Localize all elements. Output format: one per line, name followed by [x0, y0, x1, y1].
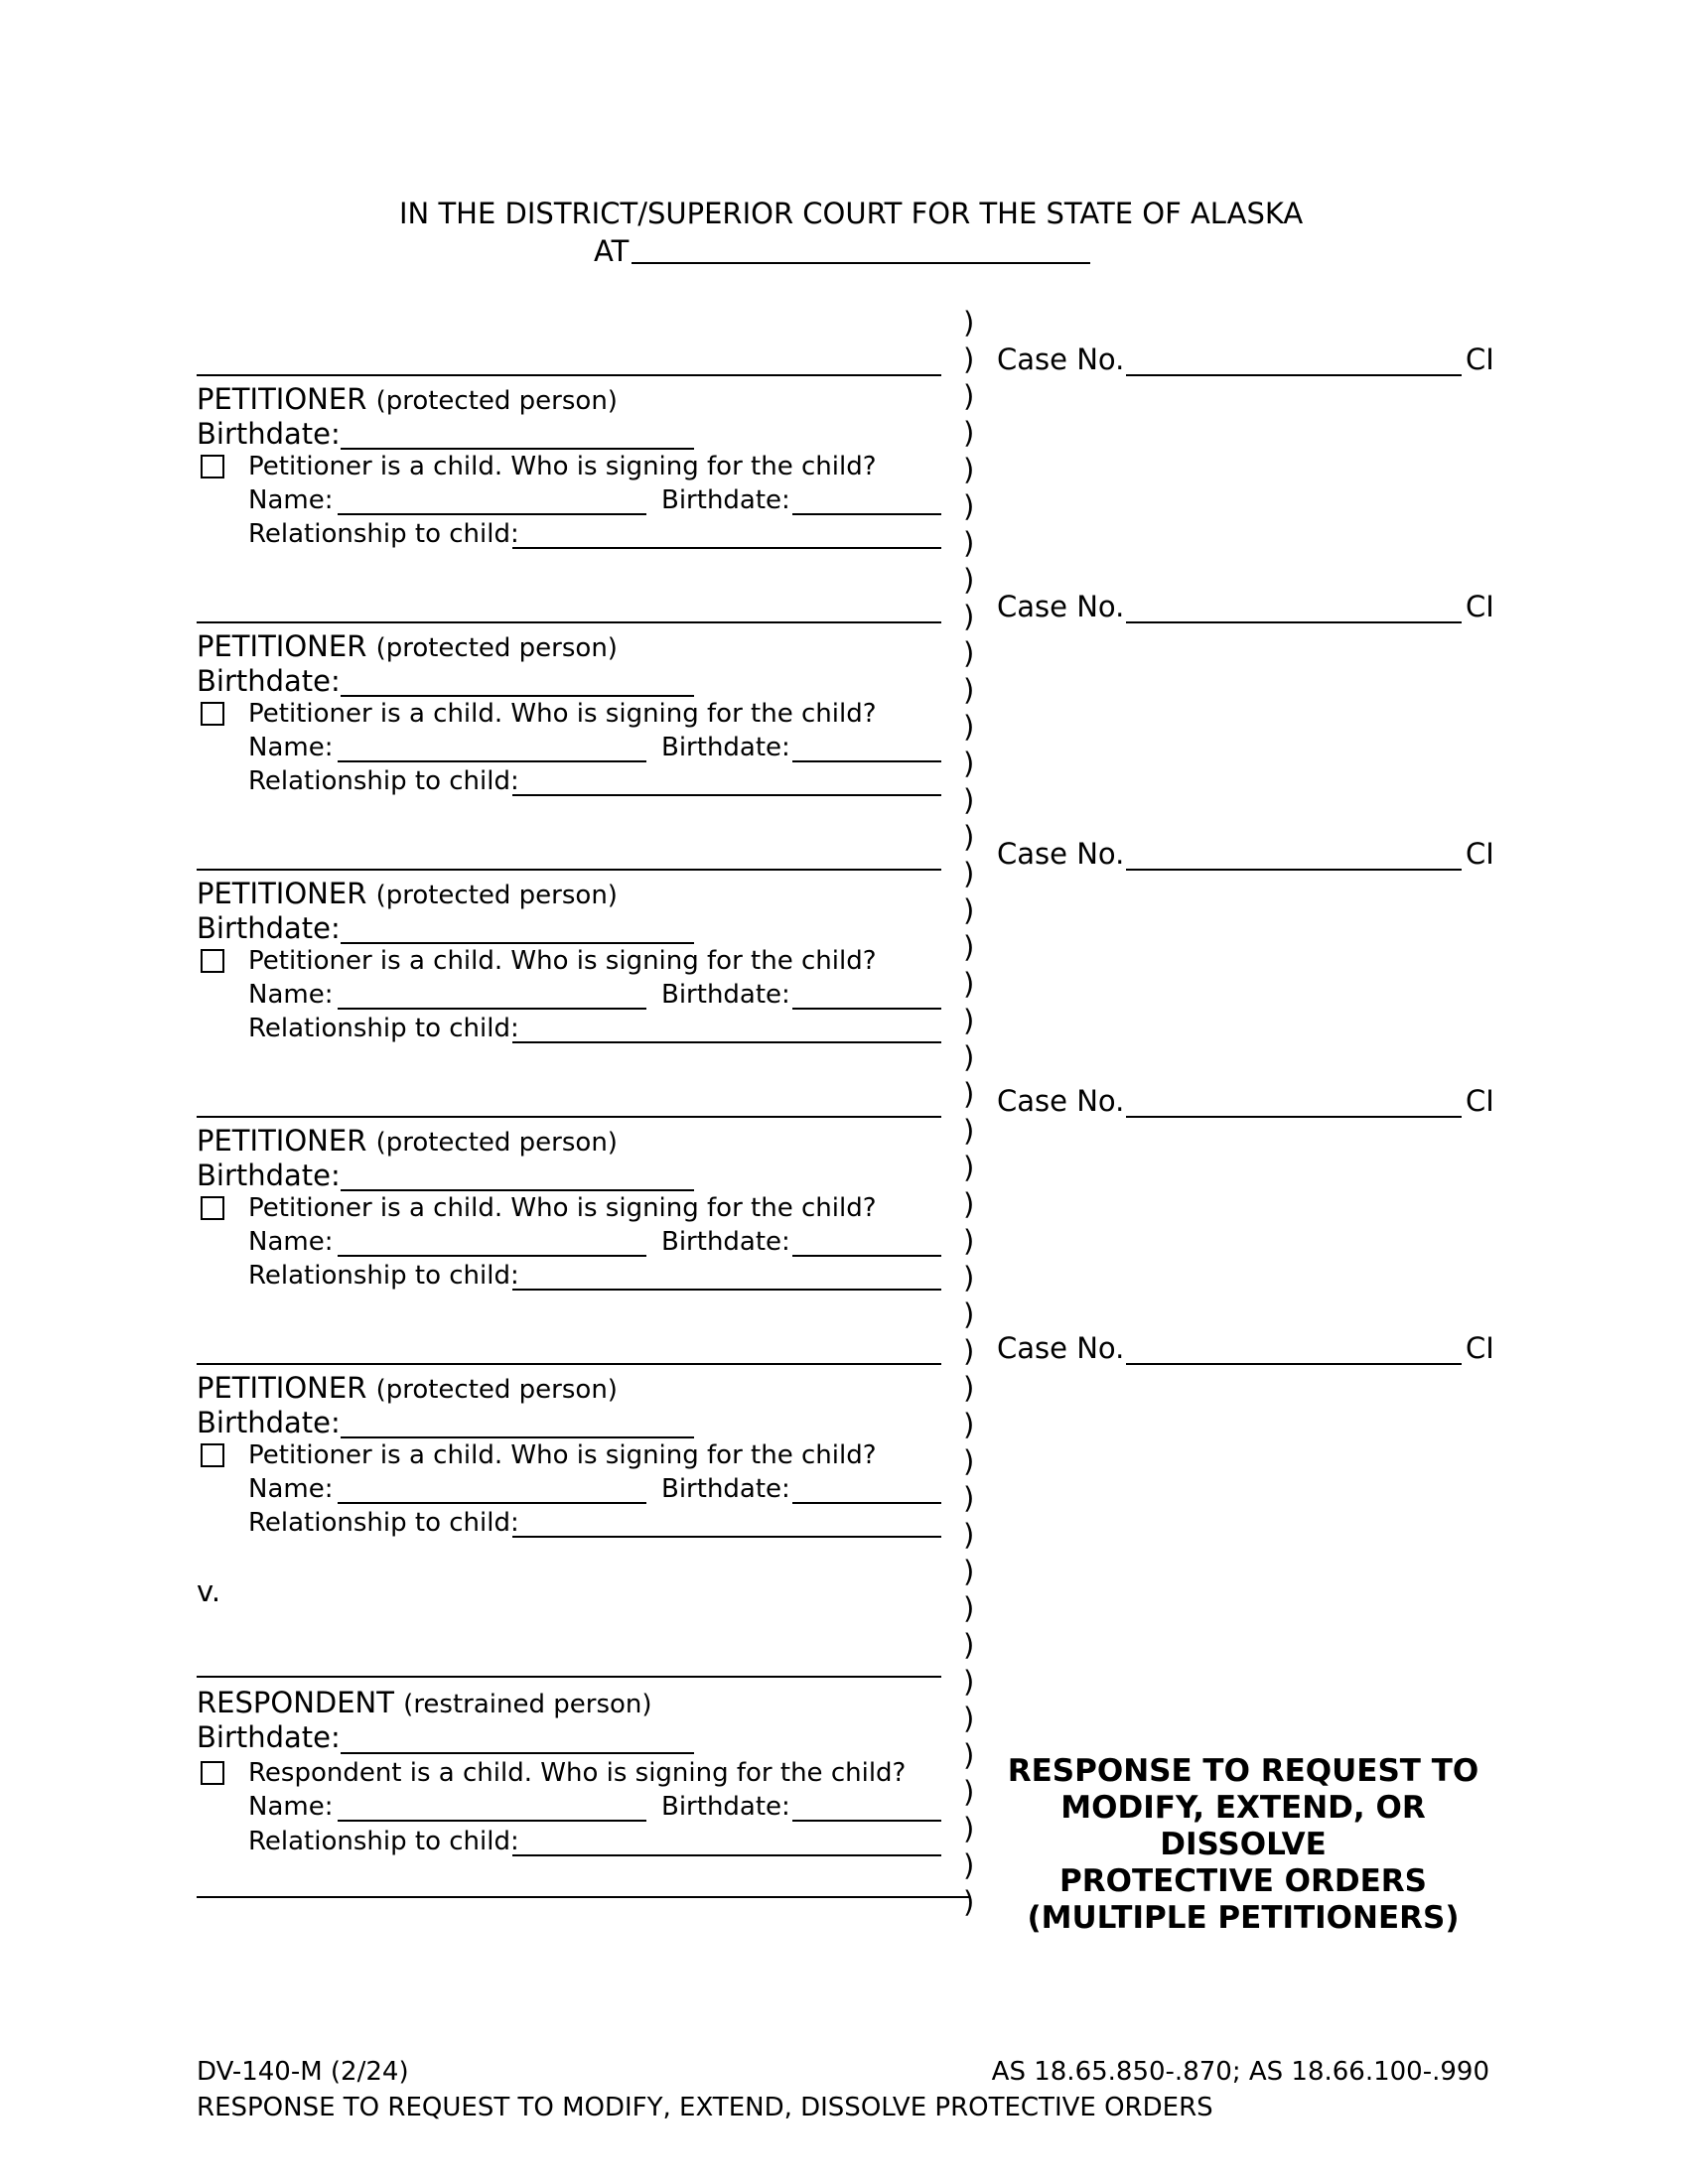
case-number-suffix: CI — [1466, 590, 1494, 623]
caption-paren: ) — [963, 416, 975, 450]
petitioner-name-field[interactable] — [197, 374, 941, 376]
signer-birthdate-label: Birthdate: — [661, 980, 790, 1010]
petitioner-child-checkbox[interactable] — [201, 1196, 224, 1220]
respondent-name-field[interactable] — [197, 1676, 941, 1678]
petitioner-name-field[interactable] — [197, 869, 941, 871]
petitioner-name-field[interactable] — [197, 1363, 941, 1365]
caption-paren: ) — [963, 747, 975, 780]
signer-name-label: Name: — [248, 1227, 334, 1257]
petitioner-role-label: PETITIONER (protected person) — [197, 1371, 618, 1405]
case-number-field[interactable] — [1126, 1116, 1462, 1118]
caption-paren: ) — [963, 1775, 975, 1809]
petitioner-birthdate-label: Birthdate: — [197, 1159, 341, 1192]
signer-name-field[interactable] — [338, 1502, 646, 1504]
caption-paren: ) — [963, 1848, 975, 1882]
petitioner-name-field[interactable] — [197, 1116, 941, 1118]
caption-paren: ) — [963, 1114, 975, 1148]
caption-paren: ) — [963, 1738, 975, 1772]
versus-label: v. — [197, 1574, 221, 1608]
relationship-field[interactable] — [512, 1289, 941, 1291]
form-id: DV-140-M (2/24) — [197, 2057, 409, 2087]
caption-paren: ) — [963, 1371, 975, 1405]
relationship-field[interactable] — [512, 794, 941, 796]
petitioner-child-question: Petitioner is a child. Who is signing for the child? — [248, 1193, 877, 1223]
petitioner-child-question: Petitioner is a child. Who is signing for the child? — [248, 452, 877, 481]
case-number-suffix: CI — [1466, 837, 1494, 871]
relationship-field[interactable] — [512, 547, 941, 549]
petitioner-role-label: PETITIONER (protected person) — [197, 1124, 618, 1158]
relationship-field[interactable] — [512, 1536, 941, 1538]
caption-paren: ) — [963, 1518, 975, 1552]
caption-paren: ) — [963, 489, 975, 523]
form-name: RESPONSE TO REQUEST TO MODIFY, EXTEND, DISSOLVE PROTECTIVE ORDERS — [197, 2093, 1213, 2122]
case-number-suffix: CI — [1466, 1331, 1494, 1365]
petitioner-name-field[interactable] — [197, 621, 941, 623]
caption-paren: ) — [963, 857, 975, 890]
petitioner-child-question: Petitioner is a child. Who is signing for the child? — [248, 1440, 877, 1470]
signer-name-field[interactable] — [338, 1255, 646, 1257]
case-number-field[interactable] — [1126, 621, 1462, 623]
petitioner-birthdate-label: Birthdate: — [197, 911, 341, 945]
caption-paren: ) — [963, 967, 975, 1001]
case-number-field[interactable] — [1126, 869, 1462, 871]
caption-paren: ) — [963, 1702, 975, 1735]
signer-name-label: Name: — [248, 980, 334, 1010]
petitioner-role-label: PETITIONER (protected person) — [197, 382, 618, 416]
signer-name-label: Name: — [248, 485, 334, 515]
signer-birthdate-label: Birthdate: — [661, 733, 790, 762]
caption-paren: ) — [963, 1334, 975, 1368]
respondent-child-question: Respondent is a child. Who is signing for the child? — [248, 1758, 907, 1788]
caption-paren: ) — [963, 1408, 975, 1441]
relationship-field[interactable] — [512, 1041, 941, 1043]
signer-name-label: Name: — [248, 733, 334, 762]
case-number-field[interactable] — [1126, 1363, 1462, 1365]
case-number-label: Case No. — [997, 590, 1125, 623]
relationship-label: Relationship to child: — [248, 519, 519, 549]
caption-bottom-rule — [197, 1896, 969, 1898]
respondent-relationship-label: Relationship to child: — [248, 1827, 519, 1856]
petitioner-birthdate-field[interactable] — [341, 942, 694, 944]
relationship-label: Relationship to child: — [248, 1014, 519, 1043]
caption-paren: ) — [963, 1004, 975, 1037]
petitioner-child-checkbox[interactable] — [201, 455, 224, 478]
caption-paren: ) — [963, 1812, 975, 1845]
caption-paren: ) — [963, 600, 975, 633]
petitioner-birthdate-label: Birthdate: — [197, 664, 341, 698]
caption-paren: ) — [963, 930, 975, 964]
caption-paren: ) — [963, 1591, 975, 1625]
signer-birthdate-label: Birthdate: — [661, 485, 790, 515]
respondent-birthdate-field[interactable] — [341, 1752, 694, 1754]
caption-paren: ) — [963, 1297, 975, 1331]
petitioner-child-checkbox[interactable] — [201, 1443, 224, 1467]
caption-paren: ) — [963, 820, 975, 854]
case-number-label: Case No. — [997, 837, 1125, 871]
relationship-label: Relationship to child: — [248, 1508, 519, 1538]
caption-paren: ) — [963, 1444, 975, 1478]
court-heading: IN THE DISTRICT/SUPERIOR COURT FOR THE STATE OF ALASKA — [399, 197, 1304, 230]
petitioner-role-label: PETITIONER (protected person) — [197, 629, 618, 663]
caption-paren: ) — [963, 563, 975, 597]
signer-birthdate-field[interactable] — [792, 760, 941, 762]
petitioner-birthdate-label: Birthdate: — [197, 1406, 341, 1439]
signer-birthdate-label: Birthdate: — [661, 1227, 790, 1257]
caption-paren: ) — [963, 710, 975, 744]
relationship-label: Relationship to child: — [248, 1261, 519, 1291]
caption-paren: ) — [963, 1040, 975, 1074]
respondent-role-label: RESPONDENT (restrained person) — [197, 1686, 652, 1719]
caption-paren: ) — [963, 1665, 975, 1699]
case-number-label: Case No. — [997, 1084, 1125, 1118]
case-number-suffix: CI — [1466, 342, 1494, 376]
respondent-signer-birthdate-label: Birthdate: — [661, 1792, 790, 1822]
case-number-suffix: CI — [1466, 1084, 1494, 1118]
signer-birthdate-label: Birthdate: — [661, 1474, 790, 1504]
caption-paren: ) — [963, 453, 975, 486]
signer-name-field[interactable] — [338, 760, 646, 762]
caption-paren: ) — [963, 379, 975, 413]
petitioner-birthdate-field[interactable] — [341, 1189, 694, 1191]
petitioner-child-question: Petitioner is a child. Who is signing for the child? — [248, 946, 877, 976]
caption-paren: ) — [963, 636, 975, 670]
respondent-signer-name-field[interactable] — [338, 1820, 646, 1822]
petitioner-birthdate-label: Birthdate: — [197, 417, 341, 451]
caption-paren: ) — [963, 1187, 975, 1221]
signer-birthdate-field[interactable] — [792, 1502, 941, 1504]
petitioner-birthdate-field[interactable] — [341, 1436, 694, 1438]
caption-paren: ) — [963, 306, 975, 340]
respondent-relationship-field[interactable] — [512, 1854, 941, 1856]
statute-citation: AS 18.65.850-.870; AS 18.66.100-.990 — [991, 2057, 1489, 2087]
caption-paren: ) — [963, 1077, 975, 1111]
location-label: AT — [594, 234, 630, 268]
signer-name-field[interactable] — [338, 513, 646, 515]
petitioner-child-checkbox[interactable] — [201, 949, 224, 973]
respondent-birthdate-label: Birthdate: — [197, 1720, 341, 1754]
caption-paren: ) — [963, 1885, 975, 1919]
signer-birthdate-field[interactable] — [792, 1008, 941, 1010]
respondent-child-checkbox[interactable] — [201, 1761, 224, 1785]
caption-paren: ) — [963, 1628, 975, 1662]
petitioner-birthdate-field[interactable] — [341, 448, 694, 450]
location-field[interactable] — [632, 262, 1090, 264]
case-number-field[interactable] — [1126, 374, 1462, 376]
caption-paren: ) — [963, 1555, 975, 1588]
caption-paren: ) — [963, 1481, 975, 1515]
case-number-label: Case No. — [997, 342, 1125, 376]
signer-birthdate-field[interactable] — [792, 513, 941, 515]
caption-paren: ) — [963, 526, 975, 560]
caption-paren: ) — [963, 783, 975, 817]
caption-paren: ) — [963, 893, 975, 927]
signer-birthdate-field[interactable] — [792, 1255, 941, 1257]
respondent-signer-birthdate-field[interactable] — [792, 1820, 941, 1822]
relationship-label: Relationship to child: — [248, 766, 519, 796]
caption-paren: ) — [963, 1151, 975, 1184]
document-title: RESPONSE TO REQUEST TO MODIFY, EXTEND, OR DISSOLVE PROTECTIVE ORDERS (MULTIPLE PETITIONERS) — [1007, 1753, 1479, 1936]
caption-paren: ) — [963, 342, 975, 376]
petitioner-birthdate-field[interactable] — [341, 695, 694, 697]
case-number-label: Case No. — [997, 1331, 1125, 1365]
signer-name-field[interactable] — [338, 1008, 646, 1010]
petitioner-child-question: Petitioner is a child. Who is signing for the child? — [248, 699, 877, 729]
petitioner-role-label: PETITIONER (protected person) — [197, 877, 618, 910]
respondent-signer-name-label: Name: — [248, 1792, 334, 1822]
caption-paren: ) — [963, 673, 975, 707]
signer-name-label: Name: — [248, 1474, 334, 1504]
caption-paren: ) — [963, 1261, 975, 1295]
caption-paren: ) — [963, 1224, 975, 1258]
petitioner-child-checkbox[interactable] — [201, 702, 224, 726]
